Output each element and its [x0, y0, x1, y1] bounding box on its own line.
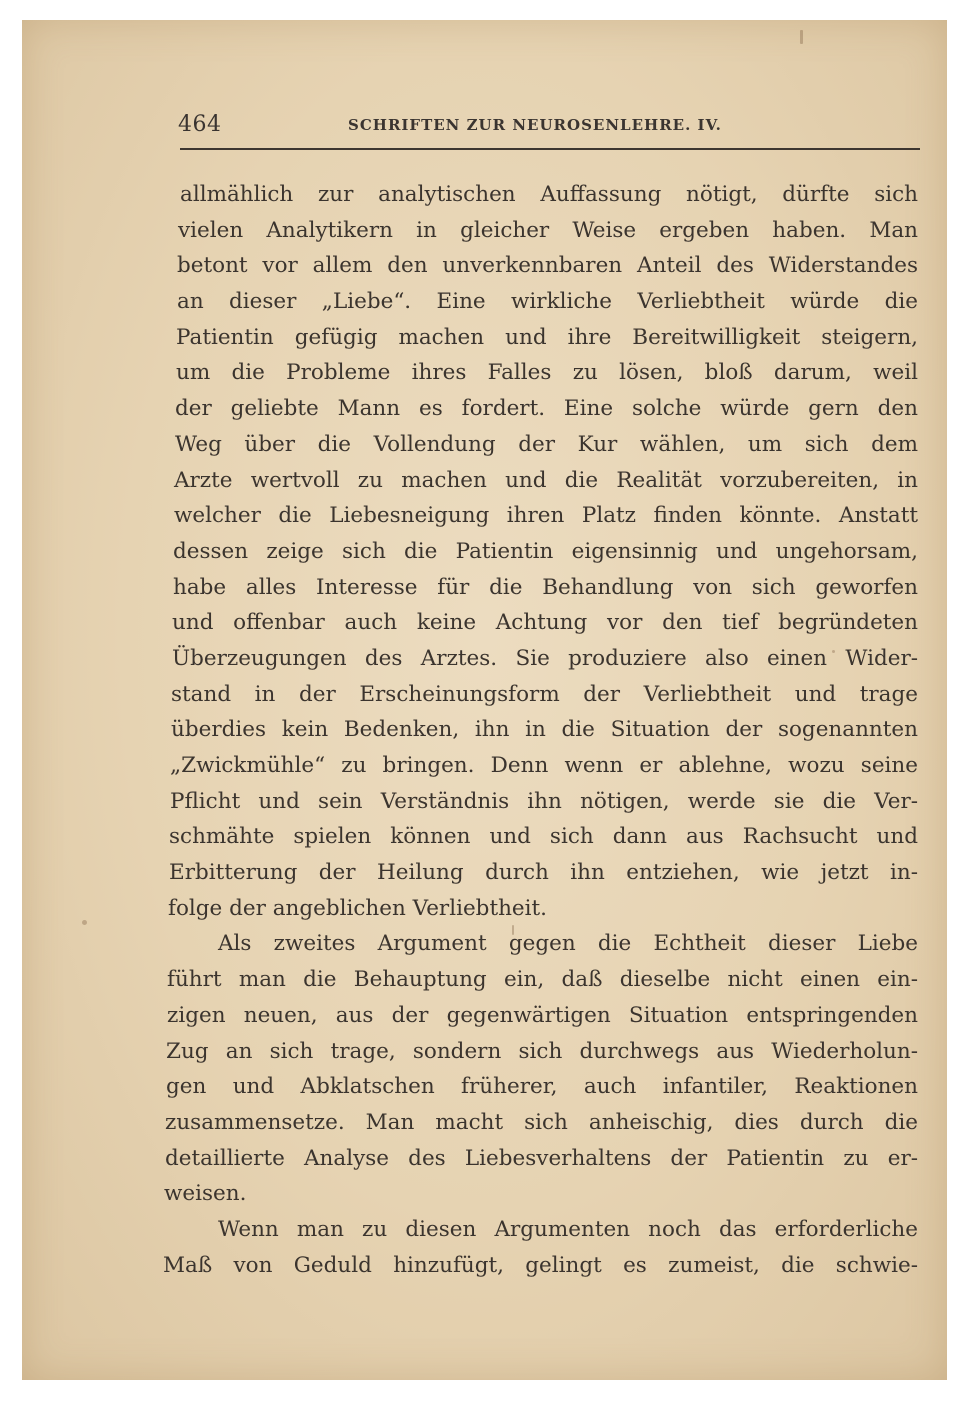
text-line: Weg über die Vollendung der Kur wählen, um sich dem	[175, 431, 918, 457]
header-rule	[180, 148, 920, 150]
text-line: Wenn man zu diesen Argumenten noch das erforderliche	[218, 1216, 918, 1242]
text-line: Arzte wertvoll zu machen und die Realität vorzubereiten, in	[174, 467, 918, 493]
text-line: zigen neuen, aus der gegenwärtigen Situation entspringenden	[167, 1002, 918, 1028]
text-line: Zug an sich trage, sondern sich durchwegs aus Wiederholun-	[166, 1038, 918, 1064]
text-line: folge der angeblichen Verliebtheit.	[168, 895, 548, 921]
text-line: Als zweites Argument gegen die Echtheit dieser Liebe	[218, 931, 918, 957]
text-line: Überzeugungen des Arztes. Sie produziere also einen Wider-	[172, 645, 918, 671]
text-line: dessen zeige sich die Patientin eigensinnig und ungehorsam,	[173, 538, 918, 564]
running-header	[160, 112, 920, 142]
text-line: an dieser „Liebe“. Eine wirkliche Verliebtheit würde die	[177, 289, 918, 315]
page-number: 464	[178, 112, 222, 137]
text-line: zusammensetze. Man macht sich anheischig, dies durch die	[165, 1109, 918, 1135]
text-line: und offenbar auch keine Achtung vor den tief begründeten	[172, 610, 918, 636]
text-line: welcher die Liebesneigung ihren Platz finden könnte. Anstatt	[174, 503, 918, 529]
text-line: Pflicht und sein Verständnis ihn nötigen, werde sie die Ver-	[170, 788, 918, 814]
text-line: um die Probleme ihres Falles zu lösen, bloß darum, weil	[176, 360, 918, 386]
text-line: allmählich zur analytischen Auffassung nötigt, dürfte sich	[180, 182, 918, 207]
text-line: Maß von Geduld hinzufügt, gelingt es zumeist, die schwie-	[163, 1252, 918, 1278]
body-text	[163, 177, 918, 1283]
text-line: vielen Analytikern in gleicher Weise ergeben haben. Man	[178, 217, 918, 243]
text-line: habe alles Interesse für die Behandlung von sich geworfen	[173, 574, 918, 600]
text-line: betont vor allem den unverkennbaren Anteil des Widerstandes	[177, 253, 918, 279]
text-line: weisen.	[164, 1181, 247, 1207]
text-line: Patientin gefügig machen und ihre Bereitwilligkeit steigern,	[176, 324, 918, 350]
text-line: schmähte spielen können und sich dann aus Rachsucht und	[169, 824, 918, 850]
text-line: „Zwickmühle“ zu bringen. Denn wenn er ablehne, wozu seine	[170, 753, 918, 778]
running-title: SCHRIFTEN ZUR NEUROSENLEHRE. IV.	[348, 116, 722, 134]
text-line: führt man die Behauptung ein, daß dieselbe nicht einen ein-	[167, 967, 918, 993]
text-line: gen und Abklatschen früherer, auch infantiler, Reaktionen	[166, 1074, 918, 1100]
text-line: der geliebte Mann es fordert. Eine solche würde gern den	[175, 396, 918, 422]
text-line: stand in der Erscheinungsform der Verliebtheit und trage	[171, 681, 918, 707]
text-line: detaillierte Analyse des Liebesverhaltens der Patientin zu er-	[165, 1145, 918, 1171]
text-line: überdies kein Bedenken, ihn in die Situation der sogenannten	[171, 717, 918, 743]
text-line: Erbitterung der Heilung durch ihn entziehen, wie jetzt in-	[169, 860, 918, 886]
